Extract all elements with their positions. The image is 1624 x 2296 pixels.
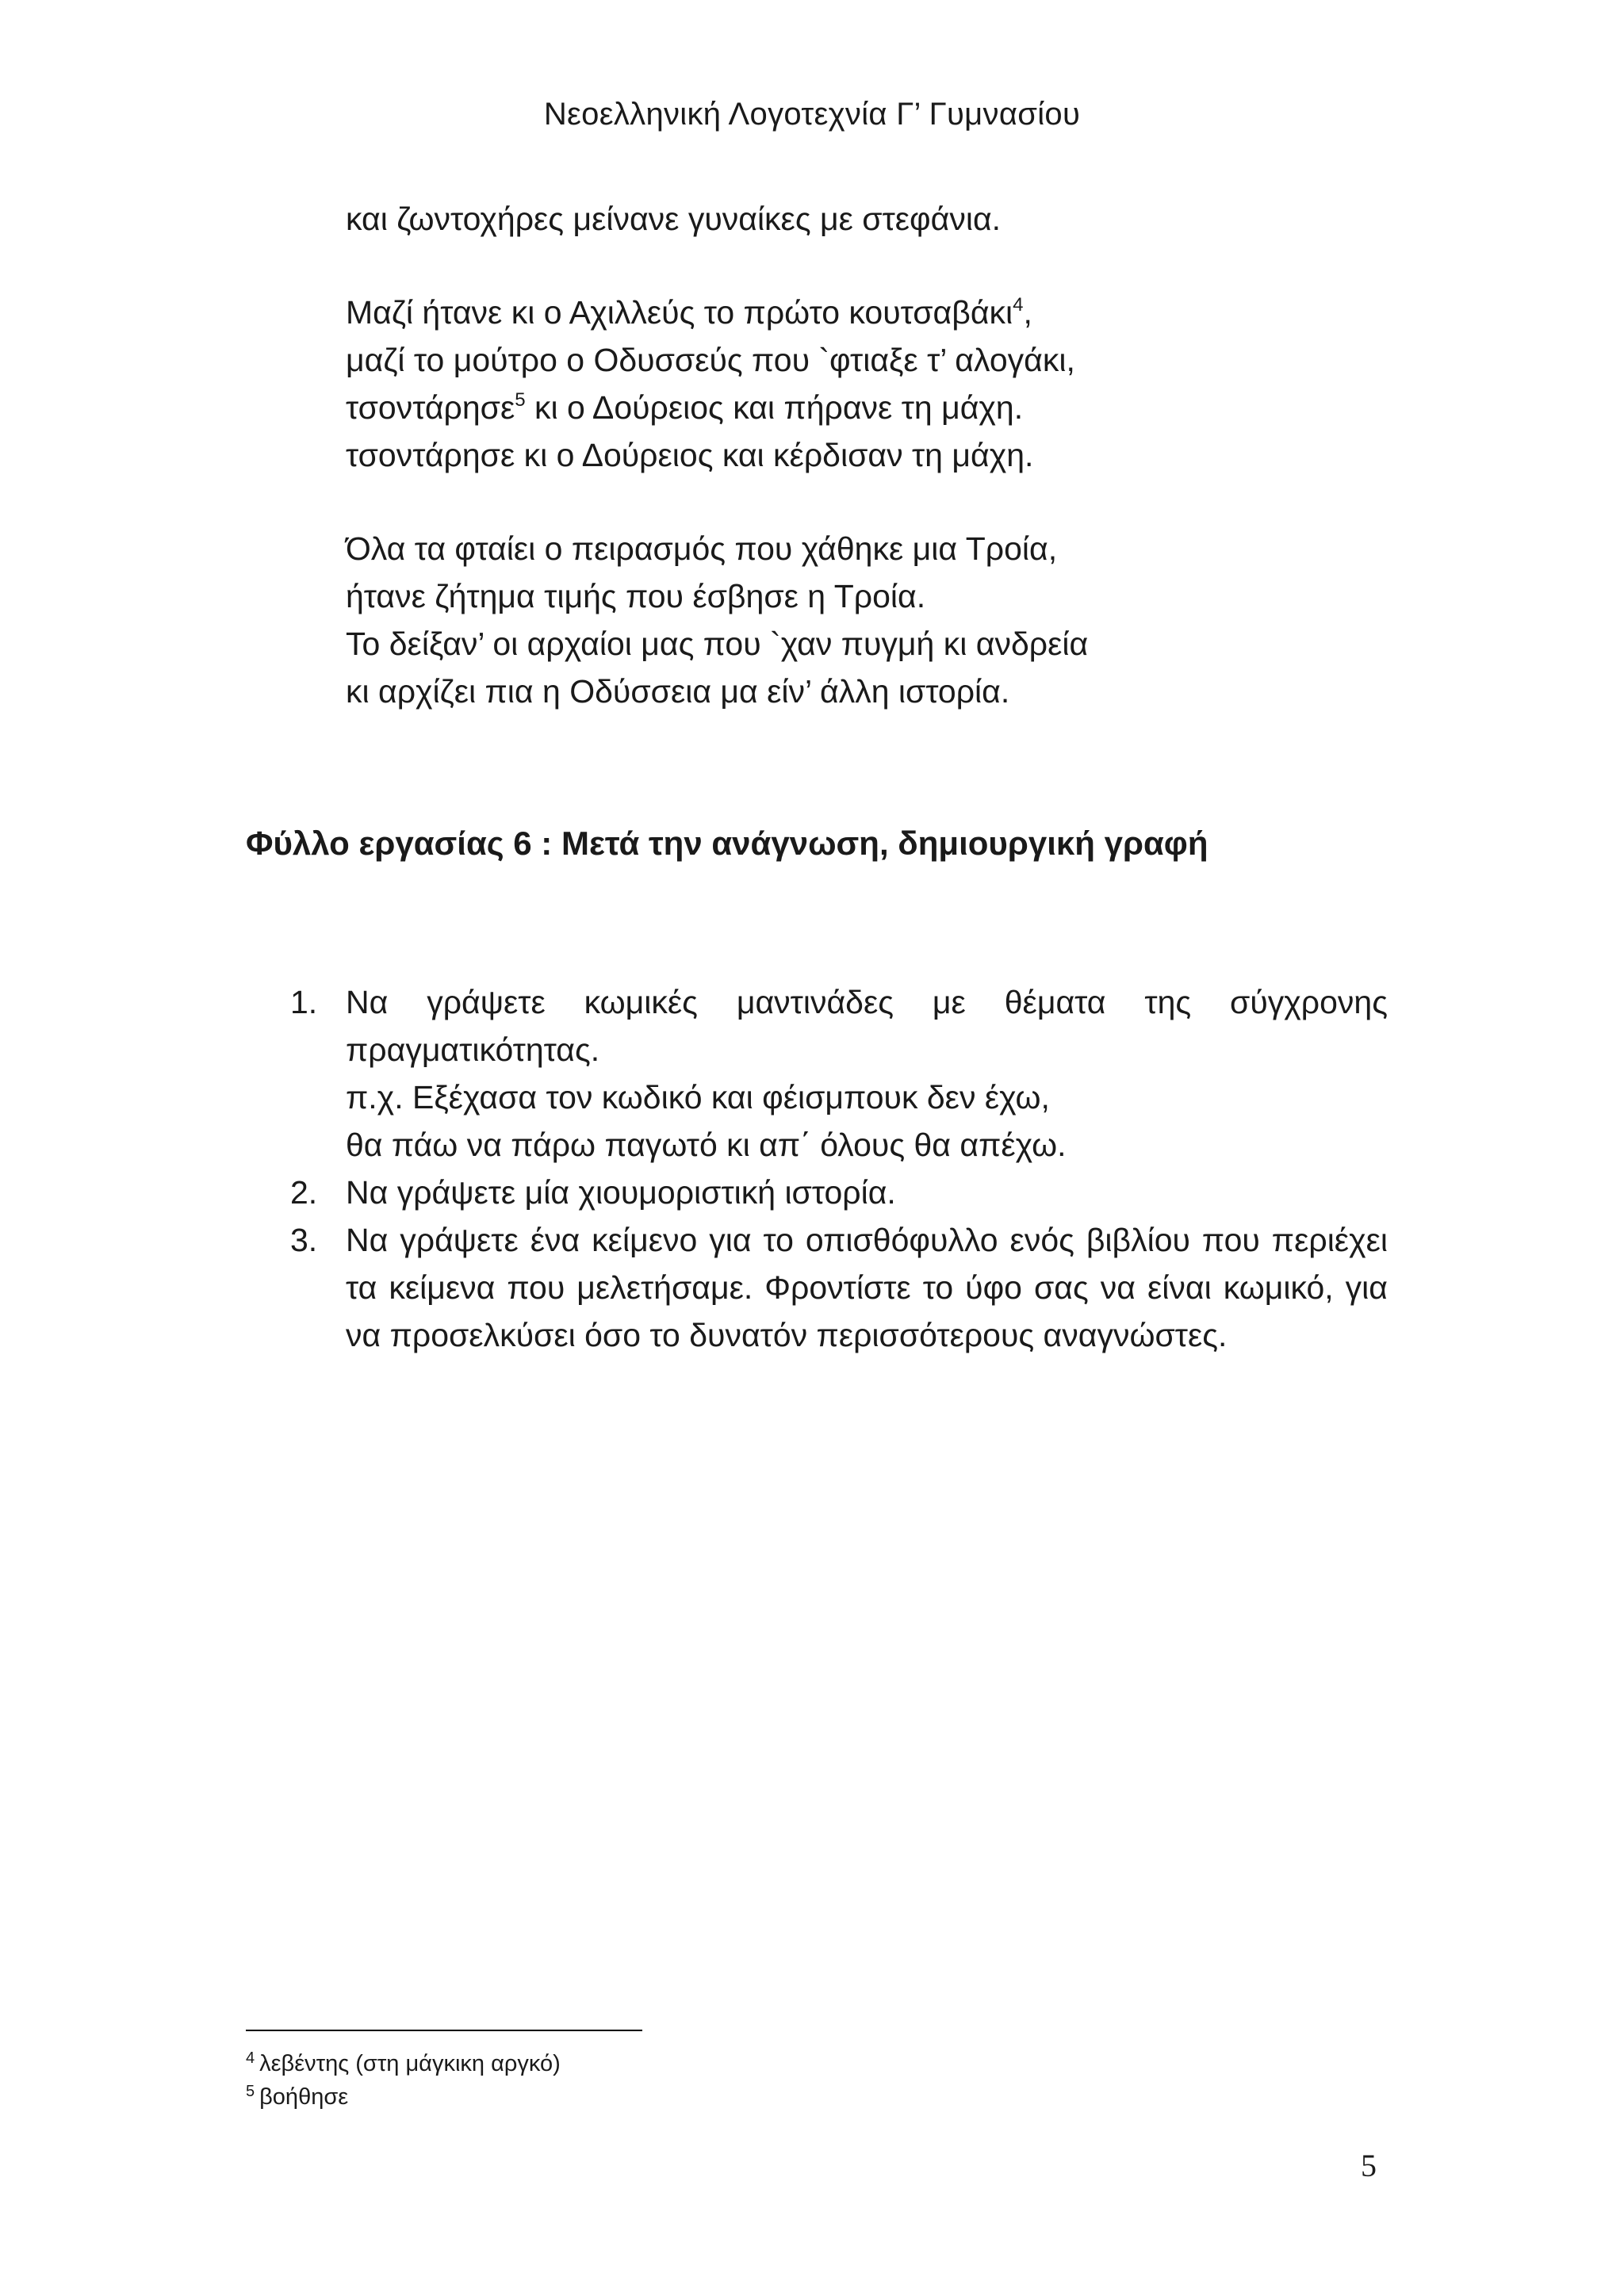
poem-line: ήτανε ζήτημα τιμής που έσβησε η Τροία. [346,578,926,614]
poem-stanza-1 [346,195,1377,243]
poem-line: Όλα τα φταίει ο πειρασμός που χάθηκε μια Τροία, [346,530,1058,567]
footnote-reference-5[interactable]: 5 [515,389,526,411]
poem [346,195,1377,761]
footnote-mark: 4 [246,2049,255,2067]
task-text: Να γράψετε ένα κείμενο για το οπισθόφυλλο ενός βιβλίου που περιέχει τα κείμενα που μελετήσαμε. Φροντίστε το ύφο σας να είναι κωμικό, για να προσελκύσει όσο το δυνατόν περισσότερους αναγνώστες. [346,1222,1388,1353]
poem-line-text: κι ο Δούρειος και πήρανε τη μάχη. [525,389,1024,426]
footnote-divider [246,2030,642,2031]
poem-line: μαζί το μούτρο ο Οδυσσεύς που `φτιαξε τ’ αλογάκι, [346,342,1075,378]
task-item-3 [262,1216,1388,1359]
running-header: Νεοελληνική Λογοτεχνία Γ’ Γυμνασίου [543,97,1081,132]
footnote-4 [246,2047,561,2080]
poem-line: και ζωντοχήρες μείνανε γυναίκες με στεφάνια. [346,201,1002,237]
task-number: 3. [290,1222,318,1258]
task-text: Να γράψετε κωμικές μαντινάδες με θέματα της σύγχρονης πραγματικότητας. [346,984,1388,1068]
poem-line-text: τσοντάρησε [346,389,515,426]
task-item-1 [262,978,1388,1169]
footnotes [246,2047,561,2114]
footnote-reference-4[interactable]: 4 [1013,294,1024,316]
worksheet-title: Φύλλο εργασίας 6 : Μετά την ανάγνωση, δημιουργική γραφή [246,825,1208,862]
footnote-5 [246,2080,561,2114]
poem-line: κι αρχίζει πια η Οδύσσεια μα είν’ άλλη ιστορία. [346,673,1010,710]
task-list [262,978,1388,1359]
footnote-text: λεβέντης (στη μάγκικη αργκό) [259,2051,561,2076]
task-number: 1. [290,984,318,1020]
footnote-text: βοήθησε [259,2084,349,2110]
poem-line [346,289,1377,336]
task-text: Να γράψετε μία χιουμοριστική ιστορία. [346,1174,896,1211]
poem-line [346,384,1377,431]
task-example-line: π.χ. Εξέχασα τον κωδικό και φέισμπουκ δεν έχω, [346,1079,1050,1115]
poem-stanza-2 [346,289,1377,479]
task-example-line: θα πάω να πάρω παγωτό κι απ΄ όλους θα απέχω. [346,1127,1067,1163]
poem-line-punctuation: , [1023,294,1032,331]
poem-stanza-3 [346,525,1377,715]
footnote-mark: 5 [246,2083,255,2100]
task-item-2 [262,1169,1388,1216]
poem-line-text: Μαζί ήτανε κι ο Αχιλλεύς το πρώτο κουτσαβάκι [346,294,1013,331]
poem-line: τσοντάρησε κι ο Δούρειος και κέρδισαν τη μάχη. [346,437,1034,473]
poem-line: Το δείξαν’ οι αρχαίοι μας που `χαν πυγμή κι ανδρεία [346,626,1089,662]
task-number: 2. [290,1174,318,1211]
page-number: 5 [1361,2148,1377,2183]
